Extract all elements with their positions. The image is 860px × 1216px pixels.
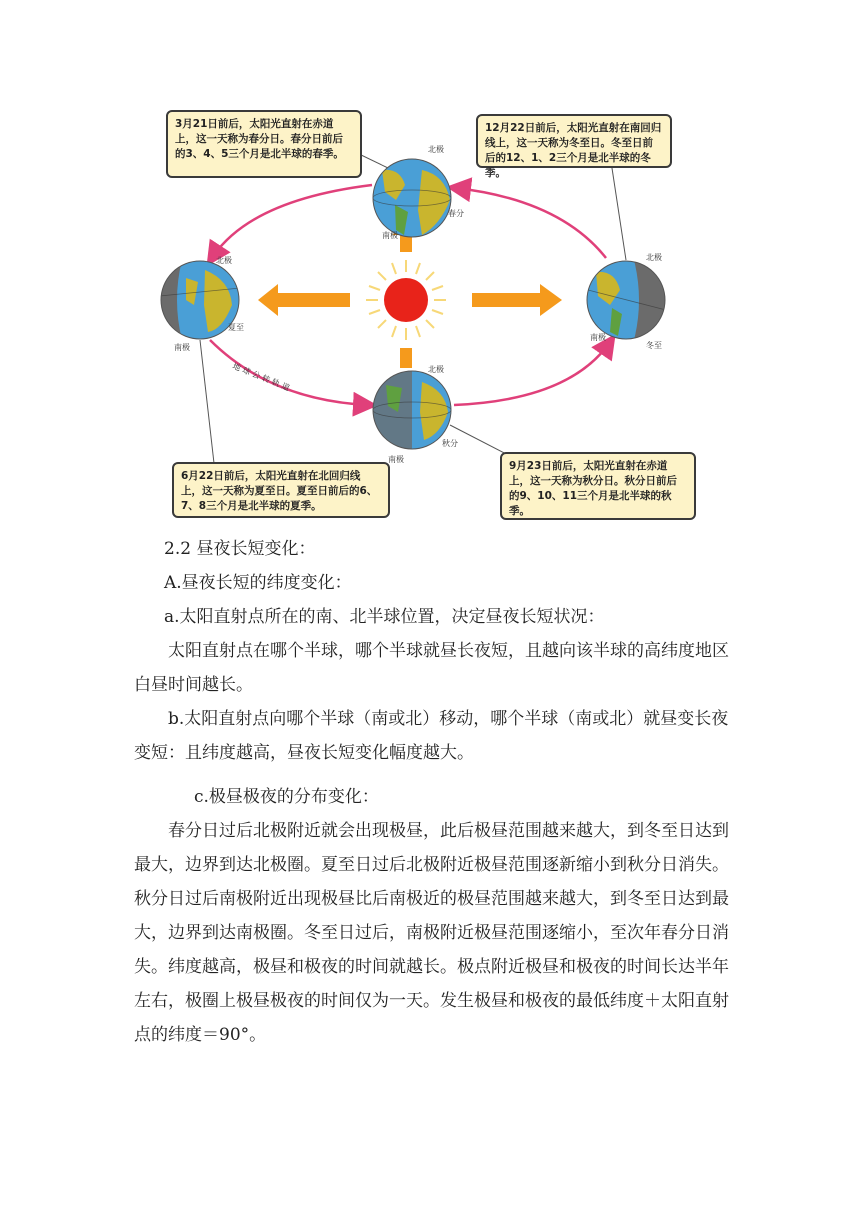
callout-summer: 6月22日前后，太阳光直射在北回归线上，这一天称为夏至日。夏至日前后的6、7、8三个月是北半球的夏季。 — [172, 462, 390, 518]
globe-autumn — [373, 370, 451, 450]
winter-label: 冬至 — [646, 341, 662, 350]
north-pole-label: 北极 — [216, 256, 232, 265]
orbit-arc — [454, 342, 610, 405]
orbit-arc — [210, 340, 368, 405]
callout-winter: 12月22日前后，太阳光直射在南回归线上，这一天称为冬至日。冬至日前后的12、1、2三个月是北半球的冬季。 — [476, 114, 672, 168]
orbit-arc — [456, 188, 606, 258]
south-pole-label: 南极 — [388, 455, 404, 464]
callout-spring: 3月21日前后，太阳光直射在赤道上，这一天称为春分日。春分日前后的3、4、5三个月是北半球的春季。 — [166, 110, 362, 178]
item-b: b.太阳直射点向哪个半球（南或北）移动，哪个半球（南或北）就昼变长夜变短：且纬度越高，昼夜长短变化幅度越大。 — [134, 709, 729, 763]
south-pole-label: 南极 — [590, 333, 606, 342]
item-c: c.极昼极夜的分布变化： — [194, 787, 379, 807]
north-pole-label: 北极 — [646, 253, 662, 262]
orbit-arc — [212, 185, 372, 258]
autumn-label: 秋分 — [442, 439, 458, 448]
paragraph-c: 春分日过后北极附近就会出现极昼，此后极昼范围越来越大，到冬至日达到最大，边界到达北极圈。夏至日过后北极附近极昼范围逐新缩小到秋分日消失。秋分日过后南极附近出现极昼比后南极近的极昼范围越来越大，到冬至日达到最大，边界到达南极圈。冬至日过后，南极附近极昼范围逐缩小，至次年春分日消失。纬度越高，极昼和极夜的时间就越长。极点附近极昼和极夜的时间长达半年左右，极圈上极昼极夜的时间仅为一天。发生极昼和极夜的最低纬度＋太阳直射点的纬度＝90°。 — [134, 821, 729, 1045]
earth-orbit-seasons-figure — [160, 100, 733, 526]
paragraph-a: 太阳直射点在哪个半球，哪个半球就昼长夜短，且越向该半球的高纬度地区白昼时间越长。 — [134, 641, 729, 695]
subheading-a: A.昼夜长短的纬度变化： — [164, 573, 352, 593]
spring-label: 春分 — [448, 209, 464, 218]
item-a: a.太阳直射点所在的南、北半球位置，决定昼夜长短状况： — [164, 607, 605, 627]
north-pole-label: 北极 — [428, 365, 444, 374]
globe-winter — [587, 260, 666, 340]
summer-label: 夏至 — [228, 323, 244, 332]
section-heading: 2.2 昼夜长短变化： — [164, 539, 316, 559]
orbit-label: 地 球 公 转 轨 道 — [231, 361, 291, 393]
sun-icon — [366, 260, 446, 340]
globe-spring — [373, 159, 451, 237]
callout-autumn: 9月23日前后，太阳光直射在赤道上，这一天称为秋分日。秋分日前后的9、10、11三个月是北半球的秋季。 — [500, 452, 696, 520]
south-pole-label: 南极 — [382, 231, 398, 240]
south-pole-label: 南极 — [174, 343, 190, 352]
north-pole-label: 北极 — [428, 145, 444, 154]
